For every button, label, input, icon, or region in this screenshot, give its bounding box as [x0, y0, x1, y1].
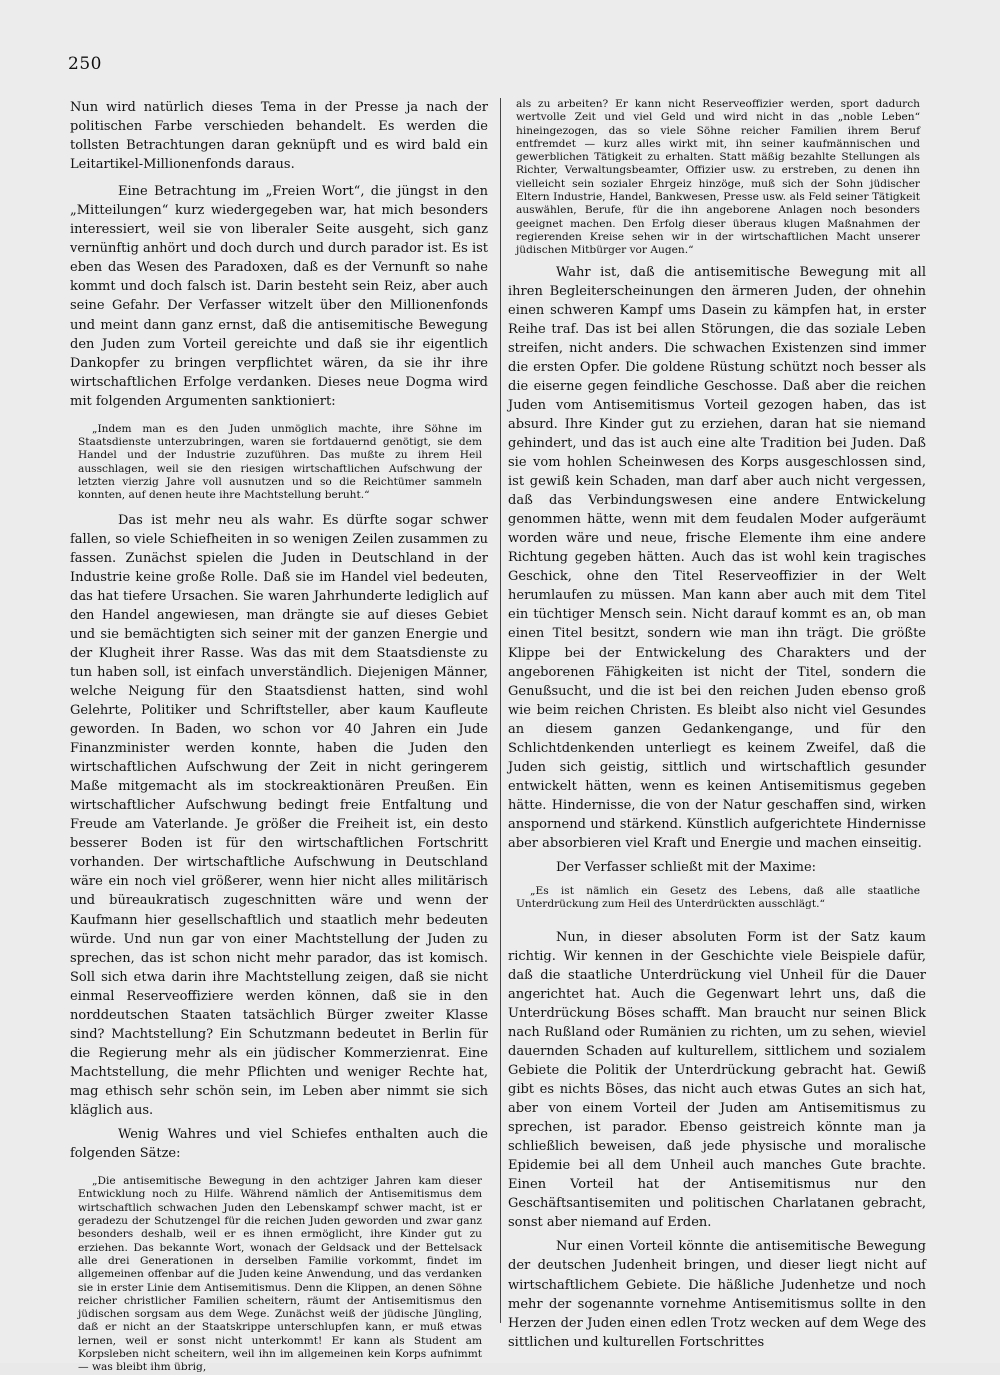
paragraph: Der Verfasser schließt mit der Maxime: — [556, 860, 817, 876]
paragraph: Wahr ist, daß die antisemitische Bewegung mit all ihren Begleiterscheinungen den ärmeren Juden, der ohnehin einen schweren Kampf ums Dasein zu kämpfen hat, in erster Reihe traf. Das ist bei allen Störungen, die das soziale Leben streifen, nicht anders. Die schwachen Existenzen sind immer die ersten Opfer. Die goldene Rüstung schützt noch besser als die eiserne gegen feindliche Geschosse. Daß aber die reichen Juden vom Antisemitismus Vorteil gezogen haben, das ist absurd. Ihre Kinder gut zu erziehen, daran hat sie niemand gehindert, und das ist auch eine alte Tradition bei Juden. Daß sie vom hohlen Scheinwesen des Korps ausgeschlossen sind, ist gewiß kein Schaden, man darf aber auch nicht vergessen, daß das Verbindungswesen eine andere Entwickelung genommen hätte, wenn mit dem feudalen Moder aufgeräumt worden wäre und neue, frische Elemente ihm eine andere Richtung gegeben hätten. Auch das ist wohl kein tragisches Geschick, ohne den Titel Reserveoffizier in der Welt herumlaufen zu müssen. Man kann aber auch mit dem Titel ein tüchtiger Mensch sein. Nicht darauf kommt es an, ob man einen Titel besitzt, sondern wie man ihn trägt. Die größte Klippe bei der Entwickelung des Charakters und der angeborenen Fähigkeiten ist nicht der Titel, sondern die Genußsucht, und die ist bei den reichen Juden ebenso groß wie beim reichen Christen. Es bleibt also nicht viel Gesundes an diesem ganzen Gedankengange, und für den Schlichtdenkenden unterliegt es keinem Zweifel, daß die Juden sich geistig, sittlich und wirtschaftlich gesunder entwickelt hätten, wenn es keinen Antisemitismus gegeben hätte. Hindernisse, die von der Natur geschaffen sind, wirken anspornend und stärkend. Künstlich aufgerichtete Hindernisse aber absorbieren viel Kraft und Energie und machen einseitig. — [508, 264, 926, 851]
paragraph: Nun, in dieser absoluten Form ist der Satz kaum richtig. Wir kennen in der Geschichte viele Beispiele dafür, daß die staatliche Unterdrückung viel Unheil für die Dauer angerichtet hat. Auch die Gegenwart lehrt uns, daß die Unterdrückung Böses schafft. Man braucht nur seinen Blick nach Rußland oder Rumänien zu richten, um zu sehen, wieviel dauernden Schaden auf kulturellem, sittlichem und sozialem Gebiete die Politik der Unterdrückung gebracht hat. Gewiß gibt es nichts Böses, das nicht auch etwas Gutes an sich hat, aber von einem Vorteil der Juden am Antisemitismus zu sprechen, ist parador. Ebenso geistreich könnte man ja schließlich beweisen, daß jede physische und moralische Epidemie bei all dem Unheil auch manches Gute brachte. Einen Vorteil hat der Antisemitismus nur den Geschäftsantisemiten und politischen Charlatanen gebracht, sonst aber niemand auf Erden. — [508, 929, 926, 1231]
page-number: 250 — [68, 54, 102, 74]
right-column — [508, 98, 926, 1352]
block-quote-continued: als zu arbeiten? Er kann nicht Reserveoffizier werden, sport dadurch wertvolle Zeit und viel Geld und wird nicht in das „noble Leben“ hineingezogen, das so viele Söhne reicher Familien ihrem Beruf entfremdet — kurz alles wirkt mit, ihn seiner kaufmännischen und gewerblichen Tätigkeit zu erhalten. Statt mäßig bezahlte Stellungen als Richter, Verwaltungsbeamter, Offizier usw. zu erstreben, zu denen ihn vielleicht sein sozialer Ehrgeiz hinzöge, muß sich der Sohn jüdischer Eltern Industrie, Handel, Bankwesen, Presse usw. als Feld seiner Tätigkeit auswählen, Berufe, für die ihn angeborene Anlagen noch besonders geeignet machen. Den Erfolg dieser überaus klugen Maßnahmen der regierenden Kreise sehen wir in der wirtschaftlichen Macht unserer jüdischen Mitbürger vor Augen.“ — [516, 98, 920, 257]
block-quote: „Es ist nämlich ein Gesetz des Lebens, daß alle staatliche Unterdrückung zum Heil des Unterdrückten ausschlägt.“ — [516, 885, 920, 911]
block-quote: „Indem man es den Juden unmöglich machte, ihre Söhne im Staatsdienste unterzubringen, waren sie fortdauernd genötigt, sie dem Handel und der Industrie zuzuführen. Das mußte zu ihrem Heil ausschlagen, weil sie den riesigen wirtschaftlichen Aufschwung der letzten vierzig Jahre voll ausnutzen und so die Reichtümer sammeln konnten, auf denen heute ihre Machtstellung beruht.“ — [78, 422, 482, 502]
paragraph: Nun wird natürlich dieses Tema in der Presse ja nach der politischen Farbe verschieden behandelt. Es werden die tollsten Betrachtungen daran geknüpft und es wird bald ein Leitartikel-Millionenfonds daraus. — [70, 100, 488, 173]
paragraph: Nur einen Vorteil könnte die antisemitische Bewegung der deutschen Judenheit bringen, und dieser liegt nicht auf wirtschaftlichem Gebiete. Die häßliche Judenhetze und noch mehr der sogenannte vornehme Antisemitismus sollte in den Herzen der Juden einen edlen Trotz wecken auf dem Wege des sittlichen und kulturellen Fortschrittes — [508, 1239, 926, 1350]
column-divider — [500, 98, 501, 1323]
block-quote: „Die antisemitische Bewegung in den achtziger Jahren kam dieser Entwicklung noch zu Hilfe. Während nämlich der Antisemitismus dem wirtschaftlich schwachen Juden den Lebenskampf schwer macht, ist er geradezu der Schutzengel für die reichen Juden geworden und zwar ganz besonders deshalb, weil er es ihnen ermöglicht, ihre Kinder gut zu erziehen. Das bekannte Wort, wonach der Geldsack und der Bettelsack alle drei Generationen in derselben Familie vorkommt, findet im allgemeinen offenbar auf die Juden keine Anwendung, und das verdanken sie in erster Linie dem Antisemitismus. Denn die Klippen, an denen Söhne reicher christlicher Familien scheitern, räumt der Antisemitismus den jüdischen sorgsam aus dem Wege. Zunächst weiß der jüdische Jüngling, daß er nicht an der Staatskrippe unterschlupfen kann, er muß etwas lernen, weil er sonst nicht unterkommt! Er kann als Student am Korpsleben nicht scheitern, weil ihn im allgemeinen kein Korps aufnimmt — was bleibt ihm übrig, — [78, 1175, 482, 1374]
left-column — [70, 98, 488, 1375]
paragraph: Eine Betrachtung im „Freien Wort“, die jüngst in den „Mitteilungen“ kurz wiedergegeben war, hat mich besonders interessiert, weil sie von liberaler Seite ausgeht, sich ganz vernünftig anhört und doch durch und durch parador ist. Es ist eben das Wesen des Paradoxen, daß es der Vernunft so nahe kommt und doch falsch ist. Darin besteht sein Reiz, aber auch seine Gefahr. Der Verfasser witzelt über den Millionenfonds und meint dann ganz ernst, daß die antisemitische Bewegung den Juden zum Vorteil gereichte und daß sie ihr eigentlich Dankopfer zu bringen verpflichtet wären, da sie ihr ihre wirtschaftlichen Erfolge verdanken. Dieses neue Dogma wird mit folgenden Argumenten sanktioniert: — [70, 184, 488, 409]
paragraph: Das ist mehr neu als wahr. Es dürfte sogar schwer fallen, so viele Schiefheiten in so wenigen Zeilen zusammen zu fassen. Zunächst spielen die Juden in Deutschland in der Industrie keine große Rolle. Daß sie im Handel viel bedeuten, das hat tiefere Ursachen. Sie waren Jahrhunderte lediglich auf den Handel angewiesen, man drängte sie auf dieses Gebiet und sie bemächtigten sich seiner mit der ganzen Energie und der Klugheit ihrer Rasse. Was das mit dem Staatsdienste zu tun haben soll, ist einfach unverständlich. Diejenigen Männer, welche Neigung für den Staatsdienst hatten, sind wohl Gelehrte, Politiker und Schriftsteller, aber kaum Kaufleute geworden. In Baden, wo schon vor 40 Jahren ein Jude Finanzminister werden konnte, haben die Juden den wirtschaftlichen Aufschwung der Zeit in nicht geringerem Maße mitgemacht als im stockreaktionären Preußen. Ein wirtschaftlicher Aufschwung bedingt freie Entfaltung und Freude am Vaterlande. Je größer die Freiheit ist, ein desto besserer Boden ist für den wirtschaftlichen Fortschritt vorhanden. Der wirtschaftliche Aufschwung in Deutschland wäre ein noch viel größerer, wenn hier nicht alles militärisch und büreaukratisch zugeschnitten wäre und wenn der Kaufmann hier gesellschaftlich und staatlich mehr bedeuten würde. Und nun gar von einer Machtstellung der Juden zu sprechen, das ist schon nicht mehr parador, das ist komisch. Soll sich etwa darin ihre Machtstellung zeigen, daß sie nicht einmal Reserveoffiziere werden können, daß sie in den norddeutschen Staaten tatsächlich Bürger zweiter Klasse sind? Machtstellung? Ein Schutzmann bedeutet in Berlin für die Regierung mehr als ein jüdischer Kommerzienrat. Eine Machtstellung, die mehr Pflichten und weniger Rechte hat, mag ethisch sehr schön sein, im Leben aber nimmt sie sich kläglich aus. — [70, 512, 488, 1118]
paragraph: Wenig Wahres und viel Schiefes enthalten auch die folgenden Sätze: — [70, 1127, 488, 1162]
